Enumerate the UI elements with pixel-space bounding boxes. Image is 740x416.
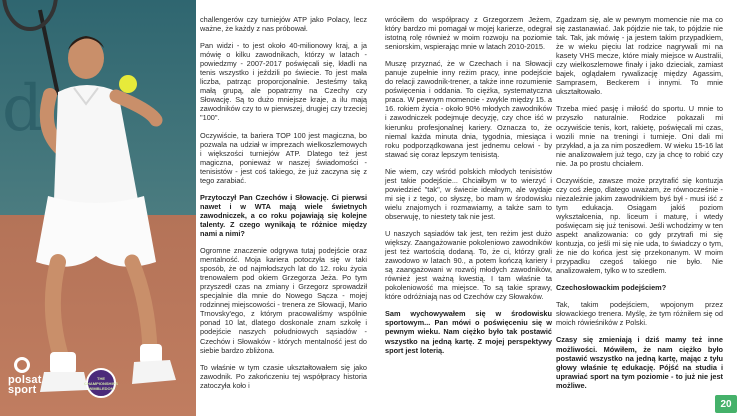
polsat-ring-icon — [14, 357, 30, 373]
paragraph: Trzeba mieć pasję i miłość do sportu. U mnie to przyszło naturalnie. Rodzice pokazali mi oczywiście tenis, kort, rakietę, poświęcali mi czas, wozili mnie na treningi i turnieje. Oni dali mi przykład, a ja za nim poszedłem. W wieku 15-16 lat nie analizowałem już tego, czy ja chcę to robić czy nie. Ja po prostu chciałem. — [556, 104, 723, 168]
paragraph: Zgadzam się, ale w pewnym momencie nie ma co się zastanawiać. Jak pójdzie nie tak, to pójdzie nie tak. Tak, jak mówię - ja jestem takim przypadkiem, że w wieku pięciu lat rodzice nagrywali mi na kasety VHS mecze, które miały miejsce w Australii, czy wielkoszlemowe finały i jako dzieciak, zamiast bajek, oglądałem rywalizację między Agassim, Samprasem, Beckerem i innymi. To mnie ukształtowało. — [556, 15, 723, 97]
paragraph: To właśnie w tym czasie ukształtowałem się jako zawodnik. Po zakończeniu tej współpracy historia zatoczyła koło i — [200, 362, 367, 390]
tennis-player-illustration — [0, 0, 196, 416]
interview-question: Przytoczył Pan Czechów i Słowację. Ci pierwsi nawet i w WTA mają wiele świetnych zawodniczek, a co roku pojawiają się kolejne talenty. Z czego wynikają te różnice między nami a nimi? — [200, 192, 367, 238]
photo-wall-lettering: d — [2, 72, 43, 146]
paragraph: wróciłem do współpracy z Grzegorzem Jeżem, który bardzo mi pomagał w mojej karierze, odegrał istotną rolę również w moim rozwoju na poziomie seniorskim, wspierając mnie w latach 2010-2015. — [385, 15, 552, 52]
paragraph: Tak, takim podejściem, wpojonym przez słowackiego trenera. Myślę, że tym różniłem się od moich rówieśników z Polski. — [556, 300, 723, 328]
paragraph: U naszych sąsiadów tak jest, ten reżim jest dużo większy. Zaangażowanie pokoleniowo zawodników jest też wartością dodaną. To, że ci, którzy grali zawodowo w latach 90., a potem kończą kariery i są zaangażowani w rozwój młodych zawodników, również jest ważną kwestią. I tam właśnie ta pokoleniowość ma miejsce. To są takie sprawy, które odróżniają nas od Czechów czy Słowaków. — [385, 228, 552, 302]
paragraph: Muszę przyznać, że w Czechach i na Słowacji panuje zupełnie inny reżim pracy, inne podejście do relacji zawodnik-trener, a także inne rozumienie poświęcenia i oddania. To ciężka, systematyczna praca. W pewnym momencie - zwykle między 15. a 16. rokiem życia - około 90% młodych zawodników i zawodniczek podejmuje decyzję, czy chce iść w kierunku profesjonalnej kariery. Oznacza to, że niemal każda minuta dnia, tygodnia, miesiąca i roku podporządkowana jest jednemu celowi - by stawać się coraz lepszym tenisistą. — [385, 59, 552, 159]
interview-question: Czechosłowackim podejściem? — [556, 283, 667, 293]
text-column-2 — [385, 15, 552, 363]
racket-icon — [4, 0, 58, 95]
tennis-ball-icon — [119, 75, 137, 93]
tennis-player-photo — [0, 0, 196, 416]
paragraph: Oczywiście, zawsze może przytrafić się kontuzja czy coś złego, dlatego uważam, że równocześnie - niezależnie jakim zawodnikiem byś był - musi iść z tym edukacja. Osiągam jakiś poziom wykształcenia, np. liceum i maturę, i wtedy poświęcam się już tenisowi. Jeśli wchodzimy w ten aspekt analizowania: co gdy przytrafi mi się kontuzja, co jeśli mi się nie uda, to świadczy o tym, że nie do końca jest się przekonanym. W moim przypadku czegoś takiego nie było. Nie analizowałem, tylko w to szedłem. — [556, 175, 723, 276]
wimbledon-badge-text: THE CHAMPIONSHIPS WIMBLEDON — [84, 375, 118, 391]
polsat-brand-line1: polsat — [8, 374, 42, 386]
paragraph: Pan widzi - to jest około 40-milionowy kraj, a ja mówię o kilku zawodnikach, którzy w latach - powiedzmy - 2007-2017 poświęcali się, kładli na tenis wszystko i jeździli po świecie. To jest mała liczba, patrząc proporcjonalnie. Jesteśmy taką małą grupą, ale popatrzmy na Czechy czy Słowację. Są to dużo mniejsze kraje, a ilu mają zawodników czy to w pierwszej, drugiej czy trzeciej "100". — [200, 41, 367, 123]
paragraph: Oczywiście, ta bariera TOP 100 jest magiczna, bo pozwala na udział w imprezach wielkoszlemowych i większości turniejów ATP. Dlatego też jest magiczna, ponieważ w naszej świadomości - tenisistów - jest coś takiego, że już zaczyna się z tego zarabiać. — [200, 130, 367, 185]
polsat-sport-logo — [8, 357, 44, 395]
wimbledon-badge-icon — [86, 368, 116, 398]
polsat-brand-line2: sport — [8, 384, 37, 396]
interview-question: Czasy się zmieniają i dziś mamy też inne możliwości. Mówiłem, że nam ciężko było postawić wszystko na jedną kartę, mając z tyłu głowy właśnie tę edukację. Pójść na studia i uprawiać sport na tym poziomie - to już nie jest możliwe. — [556, 335, 723, 390]
text-column-3 — [556, 15, 723, 398]
paragraph: Nie wiem, czy wśród polskich młodych tenisistów jest takie podejście... Chciałbym w to wierzyć i powiedzieć "tak", w świecie idealnym, ale wydaje mi się i z tego, co słyszę, bo mam w środowisku wielu znajomych i rozmawiamy, a także sam to obserwuję, to niestety tak nie jest. — [385, 166, 552, 221]
paragraph: Ogromne znaczenie odgrywa tutaj podejście oraz mentalność. Moja kariera potoczyła się w taki sposób, że od najmłodszych lat do 12. roku życia trenowałem pod okiem Grzegorza Jeża. Po tym przyszedł czas na zmiany i Grzegorz sprowadził specjalnie dla mnie do Nowego Sącza - mojej rodzinnej miejscowości - trenera ze Słowacji, Mario Trnovsky'ego, z którym pracowaliśmy wspólnie ponad 10 lat, dlatego doskonale znam szkołę i podejście naszych południowych sąsiadów - Czechów i Słowaków - których mentalność jest do siebie bardzo zbliżona. — [200, 246, 367, 355]
text-column-1 — [200, 15, 367, 398]
interview-question: Sam wychowywałem się w środowisku sportowym... Pan mówi o poświęceniu się w pewnym wieku. Nam ciężko było tak postawić wszystko na jedną kartę. Z mojej perspektywy sport jest loterią. — [385, 309, 552, 355]
paragraph: challengerów czy turniejów ATP jako Polacy, lecz ważne, że każdy z nas próbował. — [200, 15, 367, 34]
page-number: 20 — [715, 395, 737, 413]
